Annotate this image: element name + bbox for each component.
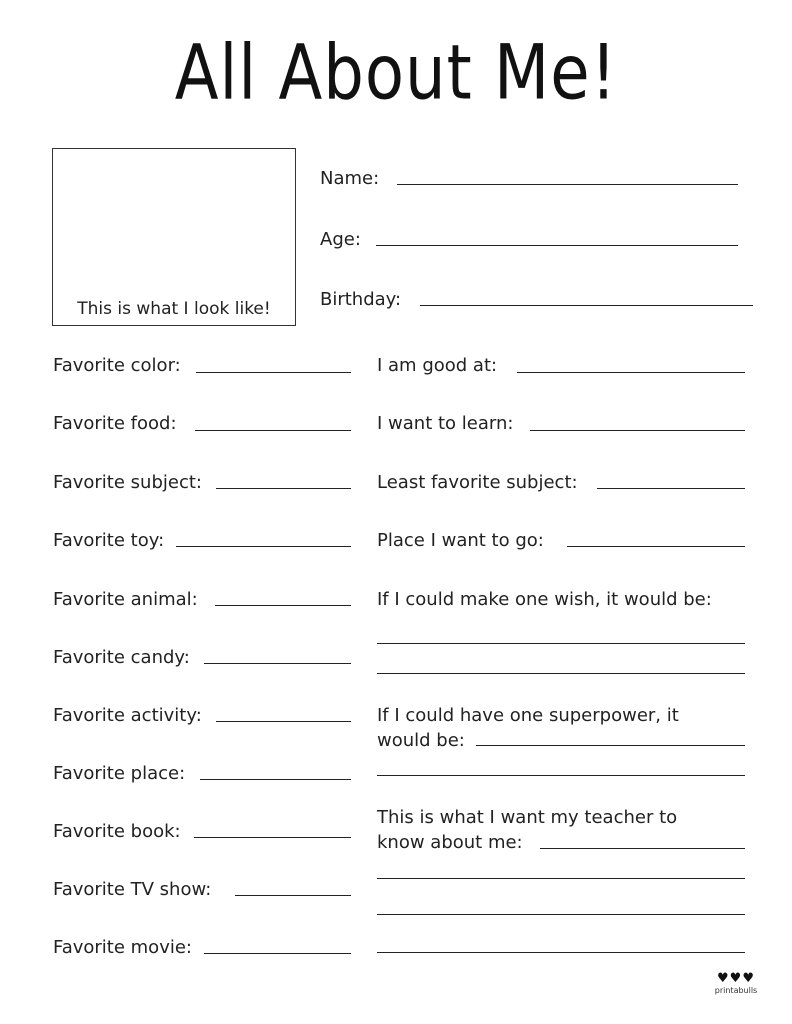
favorite-candy-label: Favorite candy: <box>53 647 190 668</box>
good-at-field[interactable] <box>517 372 745 373</box>
favorite-subject-field[interactable] <box>216 488 351 489</box>
teacher-prompt-line-1: This is what I want my teacher to <box>377 807 678 828</box>
favorite-food-label: Favorite food: <box>53 413 177 434</box>
favorite-candy-field[interactable] <box>204 663 351 664</box>
printabulls-logo <box>708 972 764 996</box>
favorite-tv-show-field[interactable] <box>235 895 351 896</box>
wish-prompt: If I could make one wish, it would be: <box>377 589 712 610</box>
teacher-prompt-line-2: know about me: <box>377 832 523 853</box>
favorite-subject-label: Favorite subject: <box>53 472 202 493</box>
favorite-place-field[interactable] <box>200 779 351 780</box>
good-at-label: I am good at: <box>377 355 498 376</box>
bull-icon: ♥♥♥ <box>717 971 755 986</box>
favorite-activity-field[interactable] <box>216 721 351 722</box>
favorite-movie-label: Favorite movie: <box>53 937 192 958</box>
favorite-food-field[interactable] <box>195 430 351 431</box>
wish-line-2[interactable] <box>377 673 745 674</box>
page-title: All About Me! <box>174 30 618 118</box>
teacher-field[interactable] <box>540 848 745 849</box>
photo-box[interactable] <box>52 148 296 326</box>
birthday-field[interactable] <box>420 305 753 306</box>
favorite-movie-field[interactable] <box>204 953 351 954</box>
favorite-tv-show-label: Favorite TV show: <box>53 879 212 900</box>
favorite-toy-label: Favorite toy: <box>53 530 165 551</box>
favorite-animal-label: Favorite animal: <box>53 589 198 610</box>
name-label: Name: <box>320 168 380 189</box>
favorite-animal-field[interactable] <box>215 605 351 606</box>
age-label: Age: <box>320 229 361 250</box>
superpower-field[interactable] <box>476 745 745 746</box>
place-to-go-field[interactable] <box>567 546 745 547</box>
favorite-activity-label: Favorite activity: <box>53 705 202 726</box>
wish-line-1[interactable] <box>377 643 745 644</box>
superpower-prompt-line-1: If I could have one superpower, it <box>377 705 679 726</box>
favorite-color-label: Favorite color: <box>53 355 181 376</box>
least-favorite-subject-label: Least favorite subject: <box>377 472 578 493</box>
favorite-place-label: Favorite place: <box>53 763 186 784</box>
least-favorite-subject-field[interactable] <box>597 488 745 489</box>
favorite-book-label: Favorite book: <box>53 821 181 842</box>
want-to-learn-label: I want to learn: <box>377 413 514 434</box>
photo-caption: This is what I look like! <box>77 299 271 319</box>
want-to-learn-field[interactable] <box>530 430 745 431</box>
favorite-book-field[interactable] <box>194 837 351 838</box>
age-field[interactable] <box>376 245 738 246</box>
superpower-prompt-line-2: would be: <box>377 730 465 751</box>
favorite-toy-field[interactable] <box>176 546 351 547</box>
birthday-label: Birthday: <box>320 289 402 310</box>
favorite-color-field[interactable] <box>196 372 351 373</box>
logo-text: printabulls <box>714 986 758 995</box>
superpower-line-2[interactable] <box>377 775 745 776</box>
teacher-line-2[interactable] <box>377 878 745 879</box>
teacher-line-4[interactable] <box>377 952 745 953</box>
place-to-go-label: Place I want to go: <box>377 530 544 551</box>
teacher-line-3[interactable] <box>377 914 745 915</box>
name-field[interactable] <box>397 184 738 185</box>
